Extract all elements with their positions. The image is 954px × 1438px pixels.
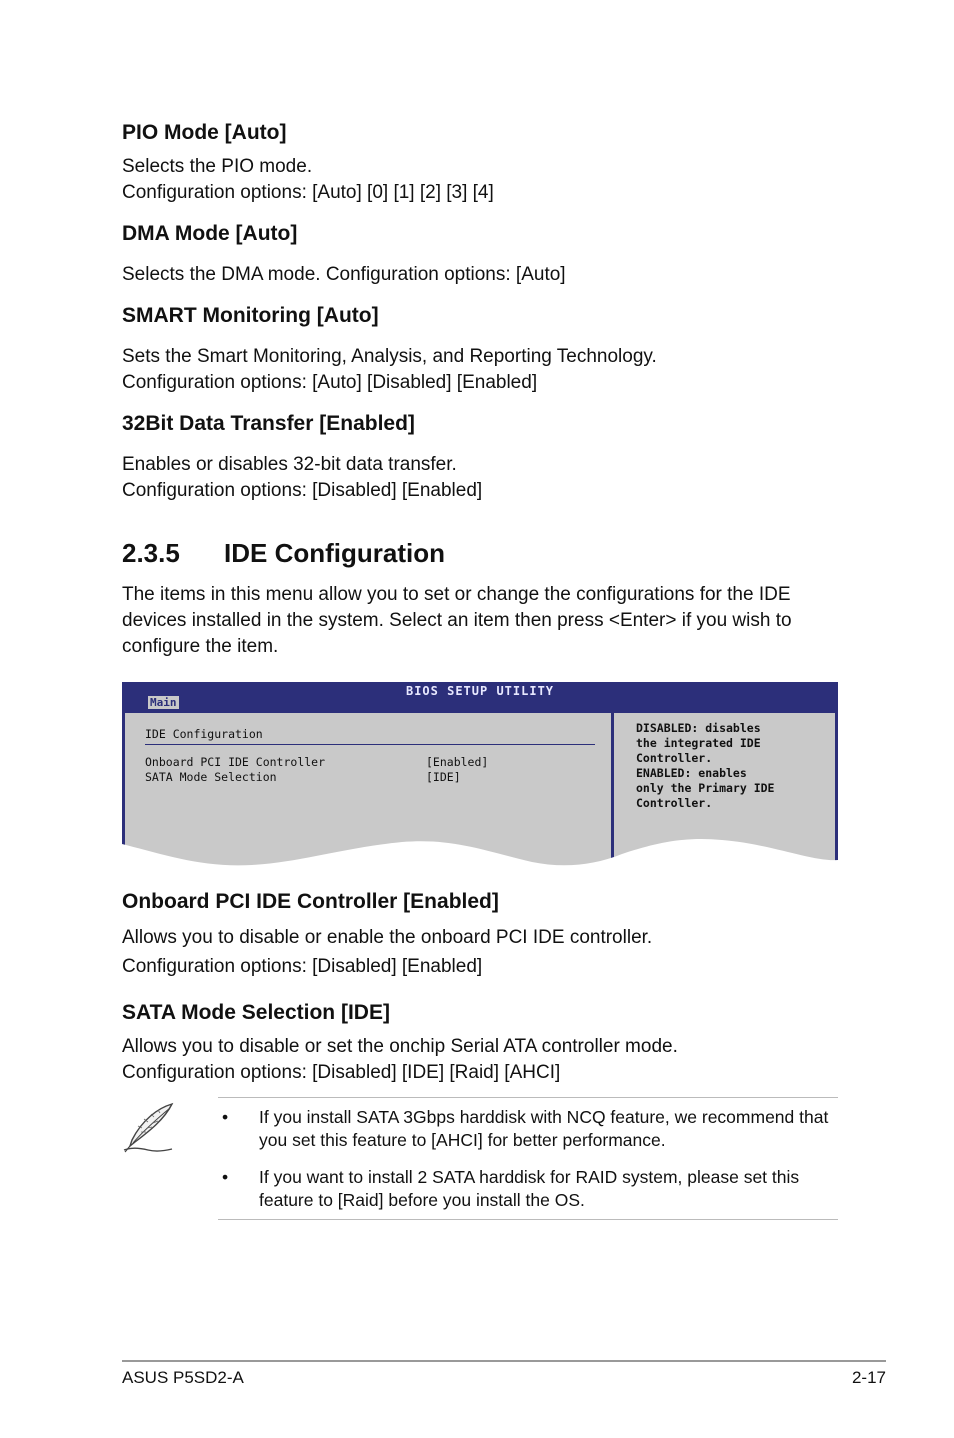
bullet: • xyxy=(222,1167,229,1187)
bios-item-label: SATA Mode Selection xyxy=(145,770,277,784)
32bit-data-transfer-description: Enables or disables 32-bit data transfer. Configuration options: [Disabled] [Enabled] xyxy=(122,454,483,501)
bios-tab-main[interactable]: Main xyxy=(150,696,177,709)
bios-panel-heading: IDE Configuration xyxy=(145,727,263,741)
bios-item-label: Onboard PCI IDE Controller xyxy=(145,755,326,769)
section-title-ide-configuration xyxy=(122,538,445,569)
heading-32bit-data-transfer: 32Bit Data Transfer [Enabled] xyxy=(122,412,415,435)
bullet: • xyxy=(222,1107,229,1127)
pio-mode-description: Selects the PIO mode. Configuration options: [Auto] [0] [1] [2] [3] [4] xyxy=(122,156,494,203)
note-item-text: If you install SATA 3Gbps harddisk with NCQ feature, we recommend that you set this feature to [AHCI] for better performance. xyxy=(259,1107,829,1150)
torn-edge-decoration xyxy=(122,832,838,868)
note-item-text: If you want to install 2 SATA harddisk for RAID system, please set this feature to [Raid] before you install the OS. xyxy=(259,1167,800,1210)
section-title: IDE Configuration xyxy=(224,538,445,568)
bios-item-value: [IDE] xyxy=(426,770,461,784)
bios-title-bar xyxy=(122,682,838,710)
bios-divider xyxy=(145,744,595,745)
heading-pio-mode: PIO Mode [Auto] xyxy=(122,121,287,144)
footer-rule xyxy=(122,1360,886,1362)
dma-mode-description: Selects the DMA mode. Configuration options: [Auto] xyxy=(122,264,566,285)
footer-product-name: ASUS P5SD2-A xyxy=(122,1368,244,1387)
bios-help-text: DISABLED: disables the integrated IDE Controller. ENABLED: enables only the Primary IDE Controller. xyxy=(636,721,775,810)
onboard-pci-ide-description: Allows you to disable or enable the onboard PCI IDE controller. Configuration options: [Disabled] [Enabled] xyxy=(122,927,653,977)
bios-item-value: [Enabled] xyxy=(426,755,489,769)
heading-smart-monitoring: SMART Monitoring [Auto] xyxy=(122,304,379,327)
note-top-rule xyxy=(218,1097,838,1098)
heading-sata-mode-selection: SATA Mode Selection [IDE] xyxy=(122,1001,390,1024)
heading-dma-mode: DMA Mode [Auto] xyxy=(122,222,298,245)
sata-mode-description: Allows you to disable or set the onchip Serial ATA controller mode. Configuration options: [Disabled] [IDE] [Raid] [AHCI] xyxy=(122,1036,678,1083)
smart-monitoring-description: Sets the Smart Monitoring, Analysis, and Reporting Technology. Configuration options: [Auto] [Disabled] [Enabled] xyxy=(122,346,657,393)
note-bottom-rule xyxy=(218,1219,838,1220)
footer-page-number: 2-17 xyxy=(851,1368,886,1387)
bios-title: BIOS SETUP UTILITY xyxy=(405,684,555,698)
bios-screenshot xyxy=(122,682,838,868)
section-number: 2.3.5 xyxy=(122,538,180,568)
feather-pen-icon xyxy=(122,1102,178,1154)
ide-intro-paragraph: The items in this menu allow you to set or change the configurations for the IDE devices installed in the system. Select an item then press <Enter> if you wish to configure the item. xyxy=(122,584,792,657)
heading-onboard-pci-ide-controller: Onboard PCI IDE Controller [Enabled] xyxy=(122,890,499,913)
